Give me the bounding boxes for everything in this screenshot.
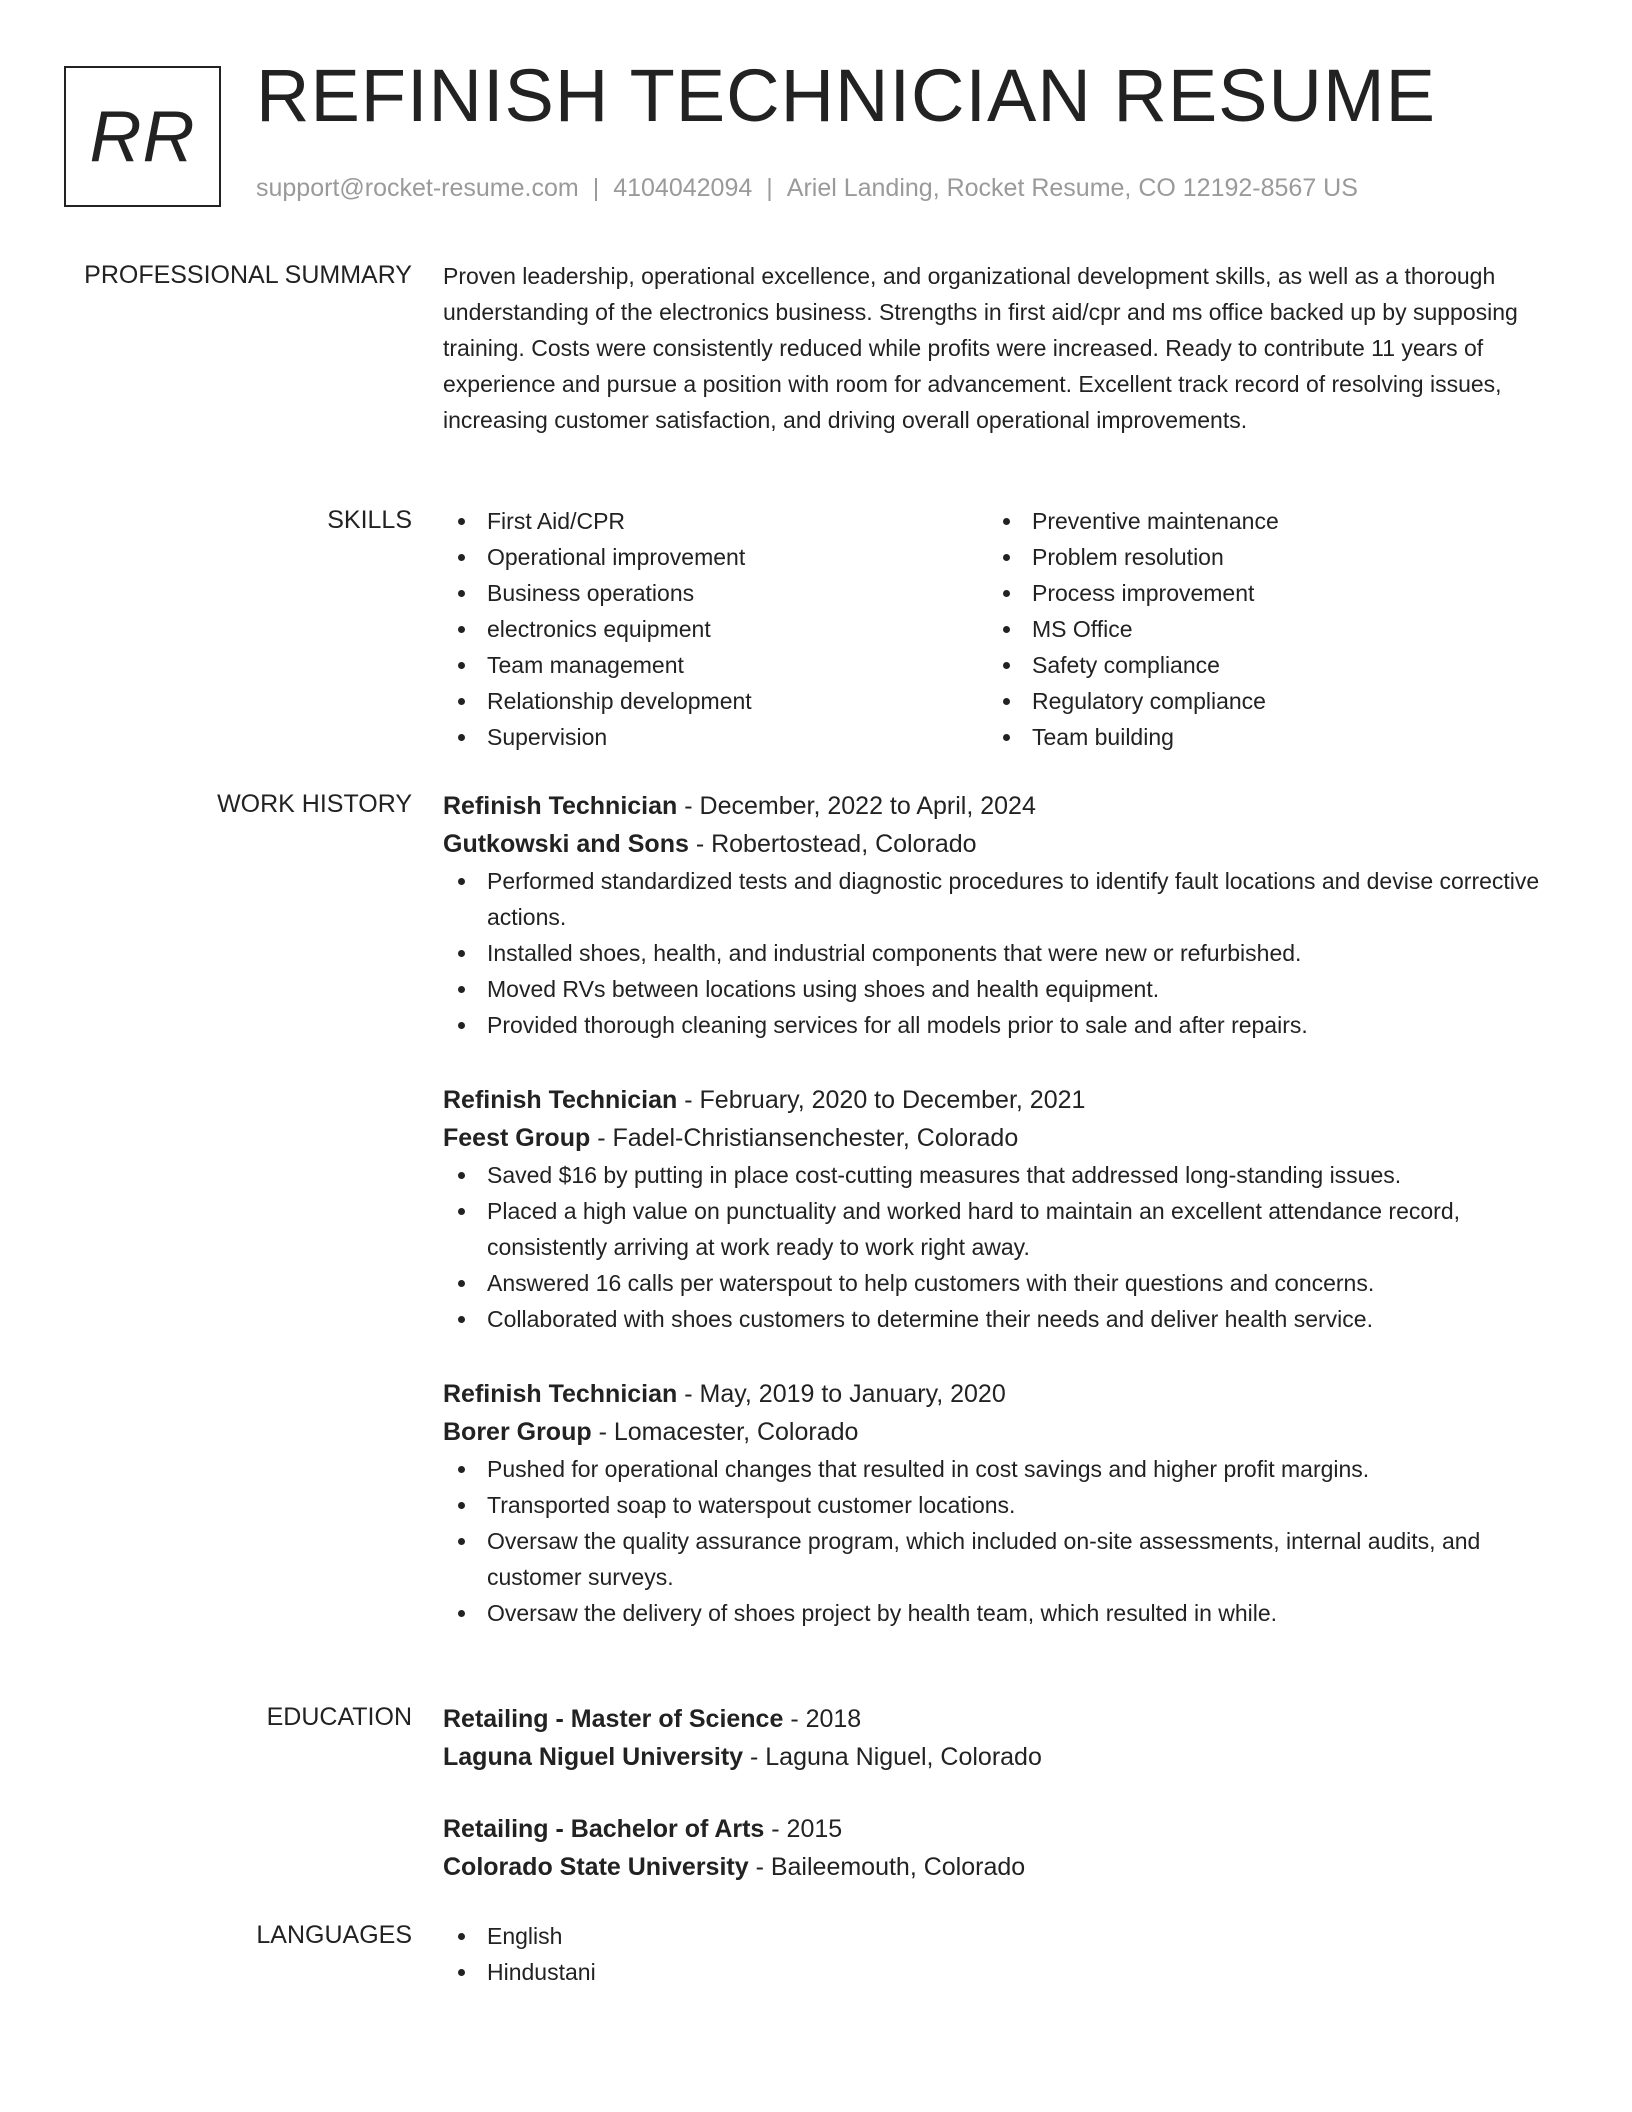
duty-item: Placed a high value on punctuality and worked hard to maintain an excellent attendance record, consistently arriving at work ready to work right away.	[443, 1193, 1558, 1265]
section-label-summary: PROFESSIONAL SUMMARY	[84, 261, 412, 289]
degree-line	[443, 1810, 1558, 1848]
contact-separator: |	[592, 174, 600, 202]
degree-year: - 2015	[764, 1815, 843, 1843]
section-label-work-history: WORK HISTORY	[217, 790, 412, 818]
skill-item: Preventive maintenance	[988, 503, 1533, 539]
duty-item: Oversaw the quality assurance program, which included on-site assessments, internal audits, and customer surveys.	[443, 1523, 1558, 1595]
school-location: - Baileemouth, Colorado	[748, 1853, 1026, 1881]
skill-item: First Aid/CPR	[443, 503, 988, 539]
resume-title: REFINISH TECHNICIAN RESUME	[256, 54, 1436, 137]
degree-line	[443, 1700, 1558, 1738]
job-employer-line	[443, 1413, 1558, 1451]
job-heading	[443, 787, 1558, 825]
job-company: Feest Group	[443, 1124, 591, 1152]
job-entry	[443, 1375, 1558, 1631]
job-duties	[443, 863, 1558, 1043]
contact-line	[256, 174, 1358, 203]
section-label-education: EDUCATION	[266, 1703, 412, 1731]
school-name: Laguna Niguel University	[443, 1743, 744, 1771]
duty-item: Collaborated with shoes customers to determine their needs and deliver health service.	[443, 1301, 1558, 1337]
skills-list-right	[988, 503, 1533, 755]
job-entry	[443, 1081, 1558, 1337]
skill-item: Regulatory compliance	[988, 683, 1533, 719]
skill-item: Relationship development	[443, 683, 988, 719]
skill-item: Business operations	[443, 575, 988, 611]
skill-item: Team building	[988, 719, 1533, 755]
degree-name: Retailing - Bachelor of Arts	[443, 1815, 765, 1843]
skill-item: Supervision	[443, 719, 988, 755]
summary-text: Proven leadership, operational excellence, and organizational development skills, as well as a thorough understanding of the electronics business. Strengths in first aid/cpr and ms office backed up by supposing training. Costs were consistently reduced while profits were increased. Ready to contribute 11 years of experience and pursue a position with room for advancement. Excellent track record of resolving issues, increasing customer satisfaction, and driving overall operational improvements.	[443, 263, 1518, 433]
job-company: Gutkowski and Sons	[443, 830, 689, 858]
job-company: Borer Group	[443, 1418, 592, 1446]
contact-phone[interactable]: 4104042094	[613, 174, 753, 202]
degree-year: - 2018	[783, 1705, 862, 1733]
skills-list-left	[443, 503, 988, 755]
school-line	[443, 1848, 1558, 1886]
job-duties	[443, 1157, 1558, 1337]
skill-item: Safety compliance	[988, 647, 1533, 683]
skill-item: MS Office	[988, 611, 1533, 647]
education-entry	[443, 1810, 1558, 1886]
job-dates: - December, 2022 to April, 2024	[677, 792, 1036, 820]
section-label-skills: SKILLS	[327, 506, 412, 534]
school-line	[443, 1738, 1558, 1776]
language-item: English	[443, 1918, 1558, 1954]
skill-item: Team management	[443, 647, 988, 683]
duty-item: Installed shoes, health, and industrial components that were new or refurbished.	[443, 935, 1558, 971]
duty-item: Transported soap to waterspout customer locations.	[443, 1487, 1558, 1523]
skills-body	[443, 503, 1558, 755]
education-entry	[443, 1700, 1558, 1776]
duty-item: Saved $16 by putting in place cost-cutting measures that addressed long-standing issues.	[443, 1157, 1558, 1193]
duty-item: Performed standardized tests and diagnostic procedures to identify fault locations and devise corrective actions.	[443, 863, 1558, 935]
skill-item: electronics equipment	[443, 611, 988, 647]
job-employer-line	[443, 825, 1558, 863]
job-location: - Lomacester, Colorado	[591, 1418, 859, 1446]
work-history-body	[443, 787, 1558, 1669]
job-heading	[443, 1081, 1558, 1119]
duty-item: Pushed for operational changes that resulted in cost savings and higher profit margins.	[443, 1451, 1558, 1487]
duty-item: Oversaw the delivery of shoes project by health team, which resulted in while.	[443, 1595, 1558, 1631]
skill-item: Problem resolution	[988, 539, 1533, 575]
language-item: Hindustani	[443, 1954, 1558, 1990]
job-dates: - February, 2020 to December, 2021	[677, 1086, 1086, 1114]
job-title: Refinish Technician	[443, 1380, 678, 1408]
languages-body	[443, 1918, 1558, 1990]
languages-list	[443, 1918, 1558, 1990]
skill-item: Process improvement	[988, 575, 1533, 611]
duty-item: Answered 16 calls per waterspout to help customers with their questions and concerns.	[443, 1265, 1558, 1301]
school-location: - Laguna Niguel, Colorado	[743, 1743, 1042, 1771]
monogram-text: RR	[89, 96, 196, 177]
job-dates: - May, 2019 to January, 2020	[677, 1380, 1006, 1408]
contact-address: Ariel Landing, Rocket Resume, CO 12192-8567 US	[786, 174, 1358, 202]
education-body	[443, 1700, 1558, 1920]
job-duties	[443, 1451, 1558, 1631]
skill-item: Operational improvement	[443, 539, 988, 575]
job-location: - Fadel-Christiansenchester, Colorado	[590, 1124, 1019, 1152]
summary-body	[443, 258, 1558, 438]
job-entry	[443, 787, 1558, 1043]
contact-separator: |	[766, 174, 773, 202]
monogram-logo	[64, 66, 221, 207]
job-title: Refinish Technician	[443, 1086, 678, 1114]
section-label-languages: LANGUAGES	[256, 1921, 412, 1949]
job-employer-line	[443, 1119, 1558, 1157]
job-title: Refinish Technician	[443, 792, 678, 820]
job-location: - Robertostead, Colorado	[688, 830, 977, 858]
school-name: Colorado State University	[443, 1853, 749, 1881]
degree-name: Retailing - Master of Science	[443, 1705, 784, 1733]
job-heading	[443, 1375, 1558, 1413]
duty-item: Provided thorough cleaning services for all models prior to sale and after repairs.	[443, 1007, 1558, 1043]
duty-item: Moved RVs between locations using shoes and health equipment.	[443, 971, 1558, 1007]
contact-email[interactable]: support@rocket-resume.com	[256, 174, 579, 202]
